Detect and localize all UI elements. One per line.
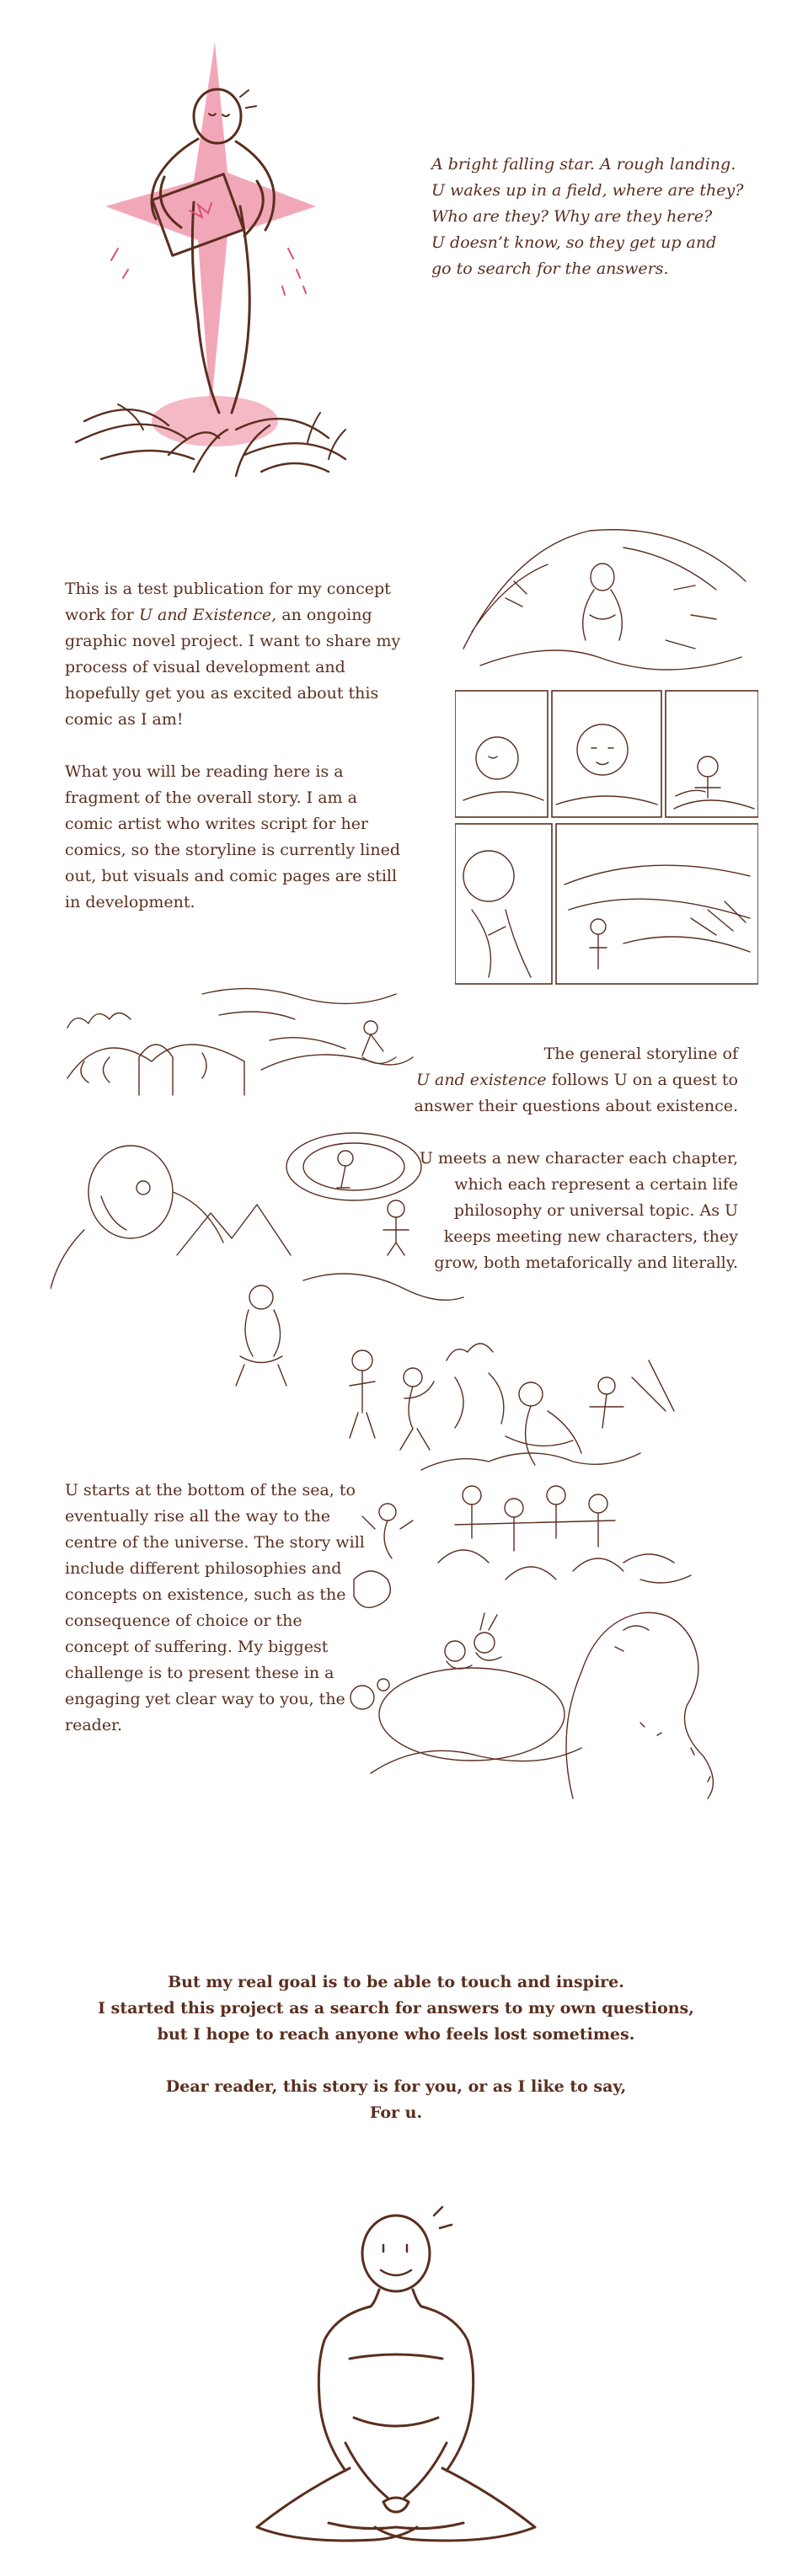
storyline-paragraph-2: U meets a new character each chapter, which each represent a certain life philosophy or universal topic. As U keeps meeting new characters, they grow, both metaforically and literally. [419,1149,738,1272]
intro-line-1: A bright falling star. A rough landing. [431,155,736,174]
goal-line-1: But my real goal is to be able to touch and inspire. [168,1973,624,1991]
about-paragraph-1: This is a test publication for my concept work for U and Existence, an ongoing graphic novel project. I want to share my process of visual development and hopefully get you as excited about this comic as I am! [65,580,401,729]
panel-3a [455,824,552,984]
panel-2b [552,691,661,817]
goal-text [59,1969,733,2126]
about-paragraph-2: What you will be reading here is a fragment of the overall story. I am a comic artist who writes script for her comics, so the storyline is currently lined out, but visuals and comic pages are still in development. [65,762,401,911]
project-title: U and Existence, [138,606,277,624]
journey-text [65,1478,368,1739]
journey-paragraph: U starts at the bottom of the sea, to eventually rise all the way to the centre of the universe. The story will include different philosophies and concepts on existence, such as the consequence of choice or the concept of suffering. My biggest challenge is to present these in a engaging yet clear way to you, the reader. [65,1481,365,1734]
goal-line-2: I started this project as a search for answers to my own questions, [98,1999,694,2018]
storyline-paragraph-1: The general storyline of U and existence follows U on a quest to answer their questions about existence. [414,1045,738,1115]
procession-sketch [337,1327,733,1815]
comic-page-sketch [455,514,758,986]
intro-line-4: U doesn’t know, so they get up and [431,233,717,252]
intro-line-3: Who are they? Why are they here? [431,207,713,226]
intro-text [431,152,760,282]
intro-line-5: go to search for the answers. [431,259,669,278]
storyline-text [413,1041,738,1276]
storyline-title: U and existence [415,1071,547,1089]
falling-star-illustration [67,34,421,489]
about-text [65,576,402,916]
intro-line-2: U wakes up in a field, where are they? [431,181,744,200]
dedication-line-2: For u. [369,2103,423,2122]
seated-u-illustration [244,2190,565,2561]
goal-line-3: but I hope to reach anyone who feels lost sometimes. [157,2025,635,2044]
panel-2c [666,691,758,817]
dedication-line-1: Dear reader, this story is for you, or as I like to say, [165,2077,627,2096]
panel-splash [463,530,746,670]
panel-3b [556,824,758,984]
